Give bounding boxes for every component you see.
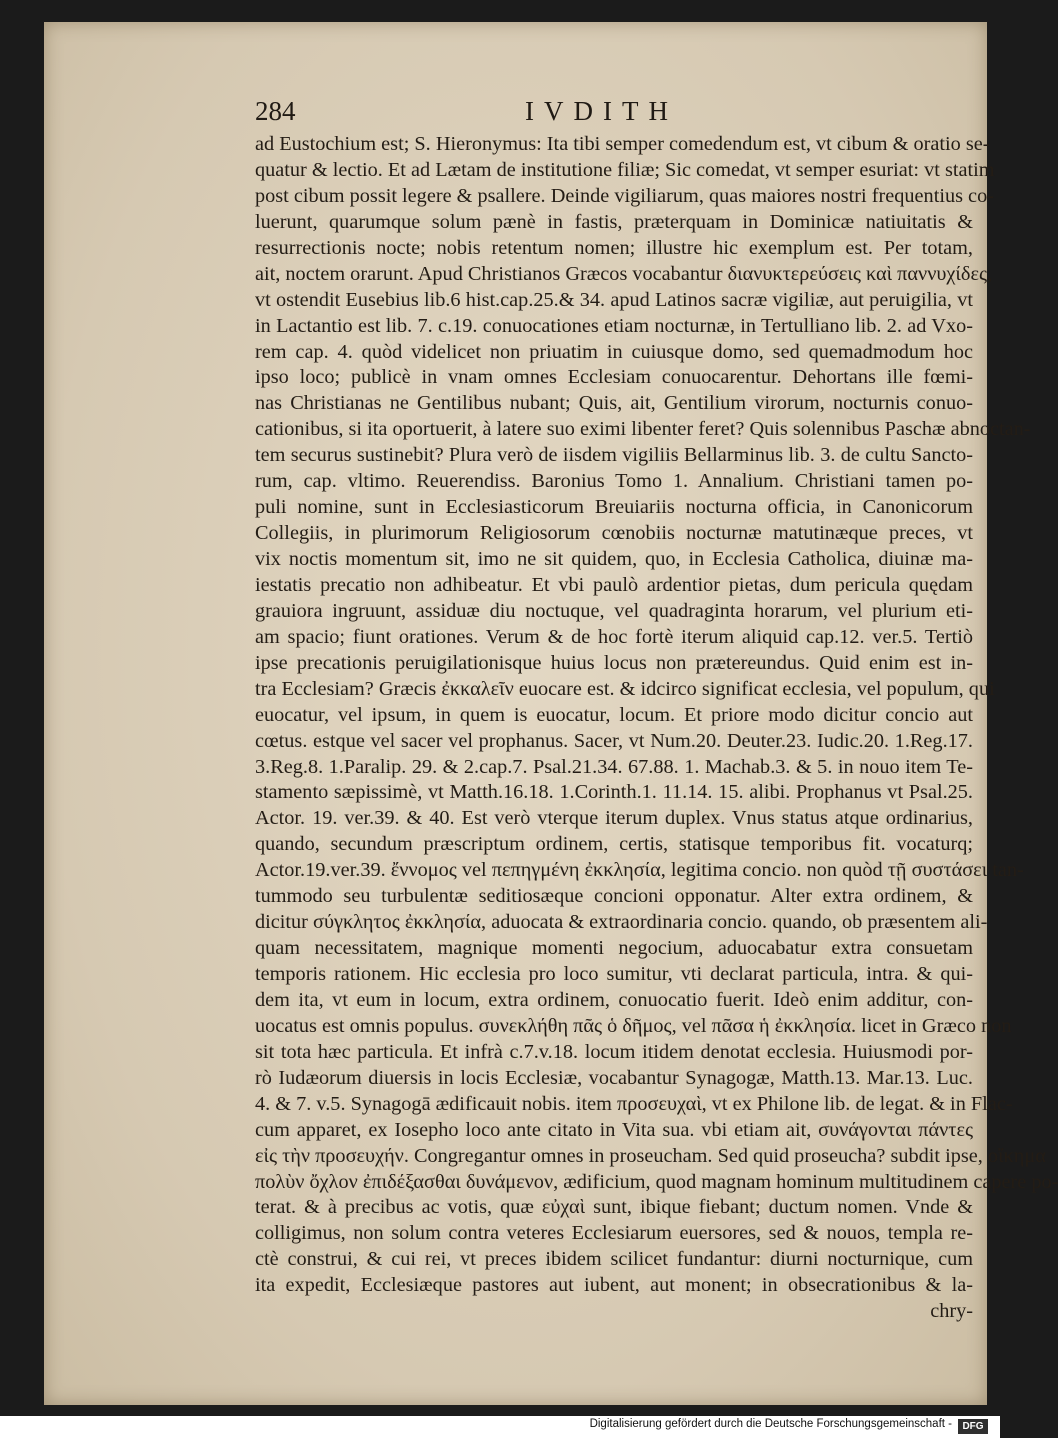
text-line: terat. & à precibus ac votis, quæ εὐχαὶ sunt, ibique fiebant; ductum nomen. Vnde & bbox=[255, 1196, 973, 1219]
text-line: rem cap. 4. quòd videlicet non priuatim in cuiusque domo, sed quemadmodum hoc bbox=[255, 340, 973, 363]
text-line: ita expedit, Ecclesiæque pastores aut iubent, aut monent; in obsecrationibus & la- bbox=[255, 1274, 973, 1297]
text-line: quando, secundum præscriptum ordinem, certis, statisque temporibus fit. vocaturq; bbox=[255, 833, 973, 856]
text-line: chry- bbox=[930, 1300, 973, 1323]
text-line: εἰς τὴν προσευχήν. Congregantur omnes in proseucham. Sed quid proseucha? subdit ipse, οἴκημα bbox=[255, 1144, 1046, 1167]
text-line: sit tota hæc particula. Et infrà c.7.v.18. locum itidem denotat ecclesia. Huiusmodi por- bbox=[255, 1040, 973, 1063]
text-line: post cibum possit legere & psallere. Deinde vigiliarum, quas maiores nostri frequentius co- bbox=[255, 184, 994, 207]
text-line: grauiora ingruunt, assiduæ diu noctuque, vel quadraginta horarum, vel plurium eti- bbox=[255, 599, 973, 622]
text-line: vt ostendit Eusebius lib.6 hist.cap.25.& 34. apud Latinos sacræ vigiliæ, aut peruigilia, vt bbox=[255, 288, 973, 311]
text-line: Collegiis, in plurimorum Religiosorum cœnobiis nocturnæ matutinæque preces, vt bbox=[255, 522, 973, 545]
text-line: dicitur σύγκλητος ἐκκλησία, aduocata & extraordinaria concio. quando, ob præsentem ali- bbox=[255, 911, 988, 934]
text-line: Actor.19.ver.39. ἔννομος vel πεπηγμένη ἐκκλησία, legitima concio. non quòd τῇ συστάσει tan- bbox=[255, 859, 1024, 882]
text-line: ipso loco; publicè in vnam omnes Ecclesiam conuocarentur. Dehortans ille fœmi- bbox=[255, 366, 973, 389]
text-line: tem securus sustinebit? Plura verò de iisdem vigiliis Bellarminus lib. 3. de cultu Sancto- bbox=[255, 444, 973, 467]
text-line: πολὺν ὄχλον ἐπιδέξασθαι δυνάμενον, ædificium, quod magnam hominum multitudinem capere po- bbox=[255, 1170, 1058, 1193]
running-head: IVDITH bbox=[525, 96, 678, 126]
text-line: ctè construi, & cui rei, vt preces ibidem scilicet fundantur: diurni nocturnique, cum bbox=[255, 1248, 973, 1271]
text-line: rò Iudæorum diuersis in locis Ecclesiæ, vocabantur Synagogæ, Matth.13. Mar.13. Luc. bbox=[255, 1066, 973, 1089]
text-line: 4. & 7. v.5. Synagogā ædificauit nobis. item προσευχαὶ, vt ex Philone lib. de legat. & in Flac- bbox=[255, 1092, 1013, 1115]
text-line: am spacio; fiunt orationes. Verum & de hoc fortè iterum aliquid cap.12. ver.5. Tertiò bbox=[255, 625, 973, 648]
text-line: temporis rationem. Hic ecclesia pro loco sumitur, vti declarat particula, intra. & qui- bbox=[255, 963, 973, 985]
funding-credit: Digitalisierung gefördert durch die Deutsche Forschungsgemeinschaft - bbox=[589, 1418, 952, 1430]
text-line: stamento sæpissimè, vt Matth.16.18. 1.Corinth.1. 11.14. 15. alibi. Prophanus vt Psal.25. bbox=[255, 781, 973, 804]
body-text bbox=[255, 132, 1058, 1325]
text-line: vix noctis momentum sit, imo ne sit quidem, quo, in Ecclesia Catholica, diuinæ ma- bbox=[255, 548, 973, 570]
text-line: Actor. 19. ver.39. & 40. Est verò vterque iterum duplex. Vnus status atque ordinarius, bbox=[255, 807, 973, 830]
page-header bbox=[255, 96, 975, 136]
text-line: in Lactantio est lib. 7. c.19. conuocationes etiam nocturnæ, in Tertulliano lib. 2. ad Vxo- bbox=[255, 314, 973, 337]
text-line: iestatis precatio non adhibeatur. Et vbi paulò ardentior pietas, dum pericula quędam bbox=[255, 573, 973, 596]
text-line: rum, cap. vltimo. Reuerendiss. Baronius Tomo 1. Annalium. Christiani tamen po- bbox=[255, 470, 973, 493]
text-line: resurrectionis nocte; nobis retentum nomen; illustre hic exemplum est. Per totam, bbox=[255, 236, 973, 259]
text-line: cum apparet, ex Iosepho loco ante citato in Vita sua. vbi etiam ait, συνάγονται πάντες bbox=[255, 1118, 973, 1141]
text-line: dem ita, vt eum in locum, extra ordinem, conuocatio fuerit. Ideò enim additur, con- bbox=[255, 988, 973, 1011]
text-line: ipse precationis peruigilationisque huius locus non prætereundus. Quid enim est in- bbox=[255, 651, 973, 674]
text-line: quam necessitatem, magnique momenti negocium, aduocabatur extra consuetam bbox=[255, 937, 973, 960]
text-line: ad Eustochium est; S. Hieronymus: Ita tibi semper comedendum est, vt cibum & oratio se- bbox=[255, 133, 990, 155]
page-number: 284 bbox=[255, 96, 296, 126]
text-line: 3.Reg.8. 1.Paralip. 29. & 2.cap.7. Psal.21.34. 67.88. 1. Machab.3. & 5. in nouo item Te- bbox=[255, 755, 973, 778]
dfg-logo: DFG bbox=[958, 1419, 988, 1434]
text-line: ait, noctem orarunt. Apud Christianos Græcos vocabantur διανυκτερεύσεις καὶ παννυχίδες, bbox=[255, 262, 993, 285]
text-line: luerunt, quarumque solum pænè in fastis, præterquam in Dominicæ natiuitatis & bbox=[255, 210, 973, 233]
text-line: uocatus est omnis populus. συνεκλήθη πᾶς ὁ δῆμος, vel πᾶσα ἡ ἐκκλησία. licet in Græco non bbox=[255, 1014, 1012, 1037]
text-line: quatur & lectio. Et ad Lætam de institutione filiæ; Sic comedat, vt semper esuriat: vt statim bbox=[255, 158, 995, 181]
text-line: nas Christianas ne Gentilibus nubant; Quis, ait, Gentilium virorum, nocturnis conuo- bbox=[255, 392, 973, 415]
text-line: cœtus. estque vel sacer vel prophanus. Sacer, vt Num.20. Deuter.23. Iudic.20. 1.Reg.17. bbox=[255, 729, 973, 752]
text-line: euocatur, vel ipsum, in quem is euocatur, locum. Et priore modo dicitur concio aut bbox=[255, 703, 973, 726]
text-line: cationibus, si ita oportuerit, à latere suo eximi libenter feret? Quis solennibus Paschæ abnoctan- bbox=[255, 418, 1031, 441]
text-line: tummodo seu turbulentæ seditiosæque concioni opponatur. Alter extra ordinem, & bbox=[255, 885, 973, 908]
text-line: colligimus, non solum contra veteres Ecclesiarum euersores, sed & nouos, templa re- bbox=[255, 1222, 973, 1245]
digitization-footer bbox=[0, 1416, 1000, 1438]
text-line: puli nomine, sunt in Ecclesiasticorum Breuiariis nocturna officia, in Canonicorum bbox=[255, 496, 973, 519]
text-line: tra Ecclesiam? Græcis ἐκκαλεῖν euocare est. & idcirco significat ecclesia, vel populum, qui bbox=[255, 677, 995, 700]
